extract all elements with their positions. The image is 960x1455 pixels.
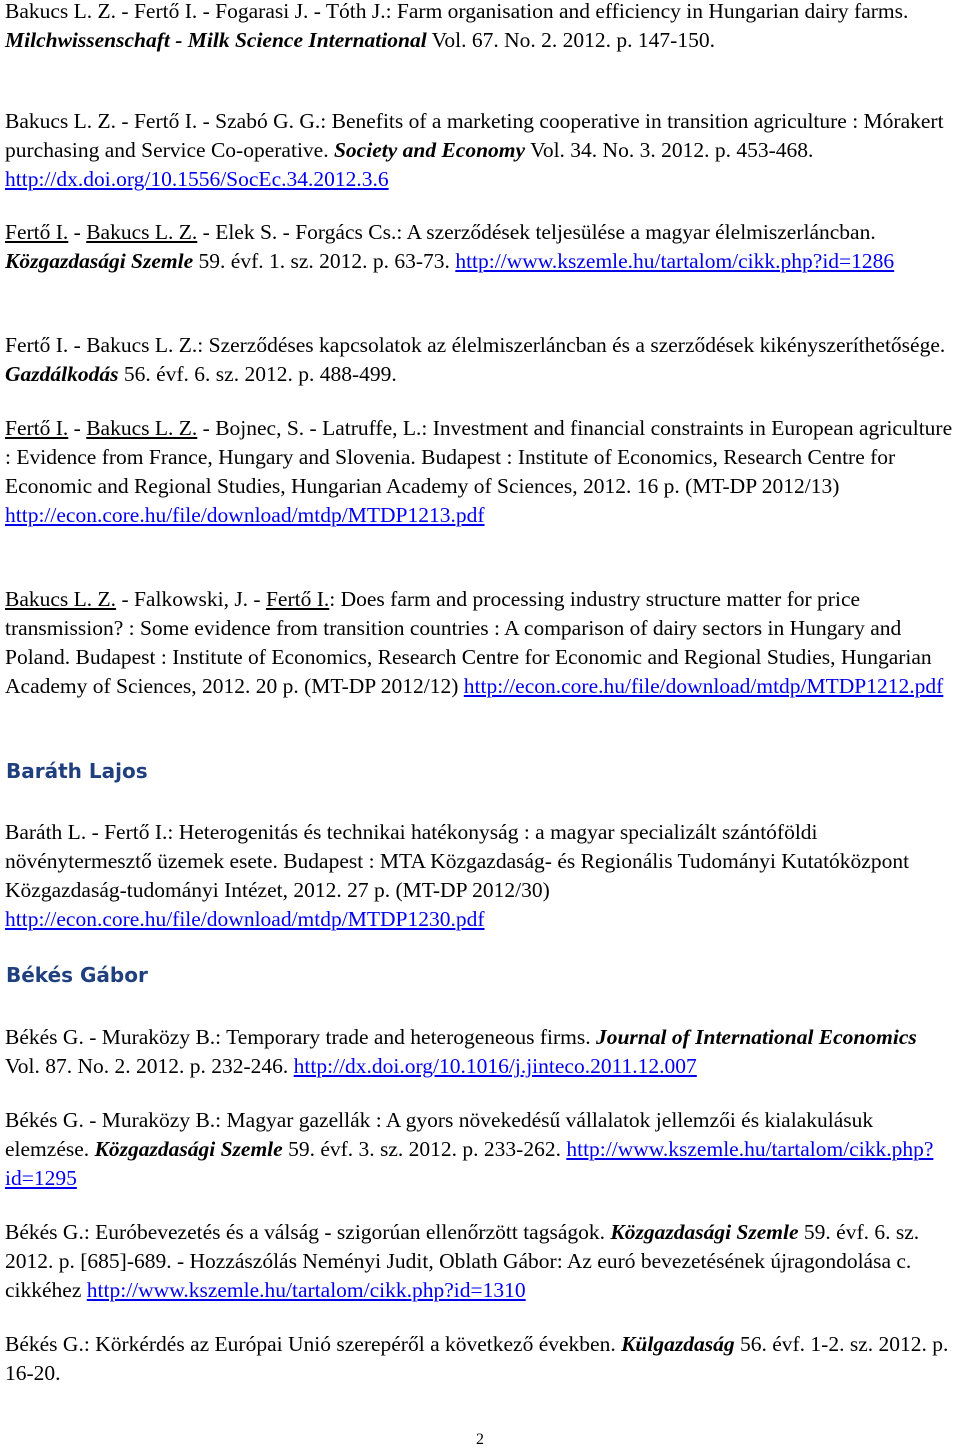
author-separator: - Falkowski, J. -: [116, 587, 266, 611]
reference-authors-title: Békés G. - Muraközy B.: Magyar gazellák : A gyors növekedésű vállalatok jellemzői és kialakulásuk elemzése.: [5, 1108, 874, 1161]
reference-authors-title: Bakucs L. Z. - Fertő I. - Fogarasi J. - Tóth J.: Farm organisation and efficiency in Hungarian dairy farms.: [5, 0, 909, 23]
reference-entry: [5, 331, 955, 389]
author-heading: Baráth Lajos: [6, 759, 148, 783]
reference-authors-title: Békés G.: Körkérdés az Európai Unió szerepéről a következő években.: [5, 1332, 622, 1356]
reference-link[interactable]: http://dx.doi.org/10.1016/j.jinteco.2011.12.007: [293, 1054, 697, 1078]
reference-authors-title: Békés G.: Euróbevezetés és a válság - szigorúan ellenőrzött tagságok.: [5, 1220, 611, 1244]
reference-details: 59. évf. 1. sz. 2012. p. 63-73.: [193, 249, 456, 273]
reference-entry: [5, 1023, 955, 1081]
journal-title: Közgazdasági Szemle: [610, 1220, 799, 1244]
reference-authors-title: Bakucs L. Z. - Fertő I. - Szabó G. G.: Benefits of a marketing cooperative in transition agriculture : Mórakert purchasing and Service Co-operative.: [5, 109, 944, 162]
reference-entry: [5, 414, 955, 530]
reference-entry: [5, 107, 955, 194]
reference-authors-title: Békés G. - Muraközy B.: Temporary trade and heterogeneous firms.: [5, 1025, 596, 1049]
author-name: Bakucs L. Z.: [86, 416, 198, 440]
page-number: 2: [476, 1431, 484, 1448]
reference-authors-title: Baráth L. - Fertő I.: Heterogenitás és technikai hatékonyság : a magyar specializált szántóföldi növénytermesztő üzemek esete. Budapest : MTA Közgazdaság- és Regionális Tudományi Kutatóközpont Közgazdaság-tudományi Intézet, 2012. 27 p. (MT-DP 2012/30): [5, 820, 910, 902]
reference-entry: [5, 1218, 955, 1305]
reference-entry: [5, 218, 955, 276]
reference-details: Vol. 34. No. 3. 2012. p. 453-468.: [525, 138, 814, 162]
author-name: Fertő I.: [5, 416, 69, 440]
reference-entry: [5, 0, 955, 55]
reference-details: 56. évf. 6. sz. 2012. p. 488-499.: [118, 362, 397, 386]
journal-title: Milchwissenschaft - Milk Science International: [5, 28, 427, 52]
author-name: Fertő I.: [5, 220, 69, 244]
author-name: Bakucs L. Z.: [86, 220, 198, 244]
reference-details: 59. évf. 3. sz. 2012. p. 233-262.: [282, 1137, 567, 1161]
journal-title: Journal of International Economics: [595, 1025, 917, 1049]
author-heading: Békés Gábor: [6, 963, 148, 987]
reference-authors-title: - Bojnec, S. - Latruffe, L.: Investment and financial constraints in European agriculture : Evidence from France, Hungary and Slovenia. Budapest : Institute of Economics, Research Centre for Economic and Regional Studies, Hungarian Academy of Sciences, 2012. 16 p. (MT-DP 2012/13): [5, 416, 953, 498]
journal-title: Society and Economy: [333, 138, 526, 162]
author-separator: -: [68, 416, 87, 440]
journal-title: Gazdálkodás: [5, 362, 119, 386]
reference-authors-title: - Elek S. - Forgács Cs.: A szerződések teljesülése a magyar élelmiszerláncban.: [197, 220, 876, 244]
reference-link[interactable]: http://www.kszemle.hu/tartalom/cikk.php?id=1295: [5, 1137, 934, 1190]
journal-title: Közgazdasági Szemle: [94, 1137, 283, 1161]
author-name: Bakucs L. Z.: [5, 587, 117, 611]
journal-title: Külgazdaság: [621, 1332, 735, 1356]
reference-details: 56. évf. 1-2. sz. 2012. p. 16-20.: [5, 1332, 949, 1385]
reference-details: Vol. 67. No. 2. 2012. p. 147-150.: [426, 28, 715, 52]
reference-details: 59. évf. 6. sz. 2012. p. [685]-689. - Hozzászólás Neményi Judit, Oblath Gábor: Az euró bevezetésének újragondolása c. cikkéhez: [5, 1220, 920, 1302]
reference-entry: [5, 818, 955, 934]
reference-link[interactable]: http://www.kszemle.hu/tartalom/cikk.php?id=1286: [455, 249, 895, 273]
reference-link[interactable]: http://dx.doi.org/10.1556/SocEc.34.2012.3.6: [5, 167, 389, 191]
reference-entry: [5, 585, 955, 701]
reference-authors-title: Fertő I. - Bakucs L. Z.: Szerződéses kapcsolatok az élelmiszerláncban és a szerződések kikényszeríthetősége.: [5, 333, 946, 357]
journal-title: Közgazdasági Szemle: [5, 249, 194, 273]
reference-link[interactable]: http://www.kszemle.hu/tartalom/cikk.php?id=1310: [86, 1278, 526, 1302]
reference-entry: [5, 1330, 955, 1388]
author-separator: -: [68, 220, 87, 244]
reference-link[interactable]: http://econ.core.hu/file/download/mtdp/MTDP1213.pdf: [5, 503, 485, 527]
reference-entry: [5, 1106, 955, 1193]
reference-link[interactable]: http://econ.core.hu/file/download/mtdp/MTDP1212.pdf: [463, 674, 944, 698]
reference-authors-title: : Does farm and processing industry structure matter for price transmission? : Some evidence from transition countries : A comparison of dairy sectors in Hungary and Poland. Budapest : Institute of Economics, Research Centre for Economic and Regional Studies, Hungarian Academy of Sciences, 2012. 20 p. (MT-DP 2012/12): [5, 587, 932, 698]
author-name: Fertő I.: [265, 587, 330, 611]
reference-details: Vol. 87. No. 2. 2012. p. 232-246.: [5, 1054, 294, 1078]
reference-link[interactable]: http://econ.core.hu/file/download/mtdp/MTDP1230.pdf: [5, 907, 485, 931]
